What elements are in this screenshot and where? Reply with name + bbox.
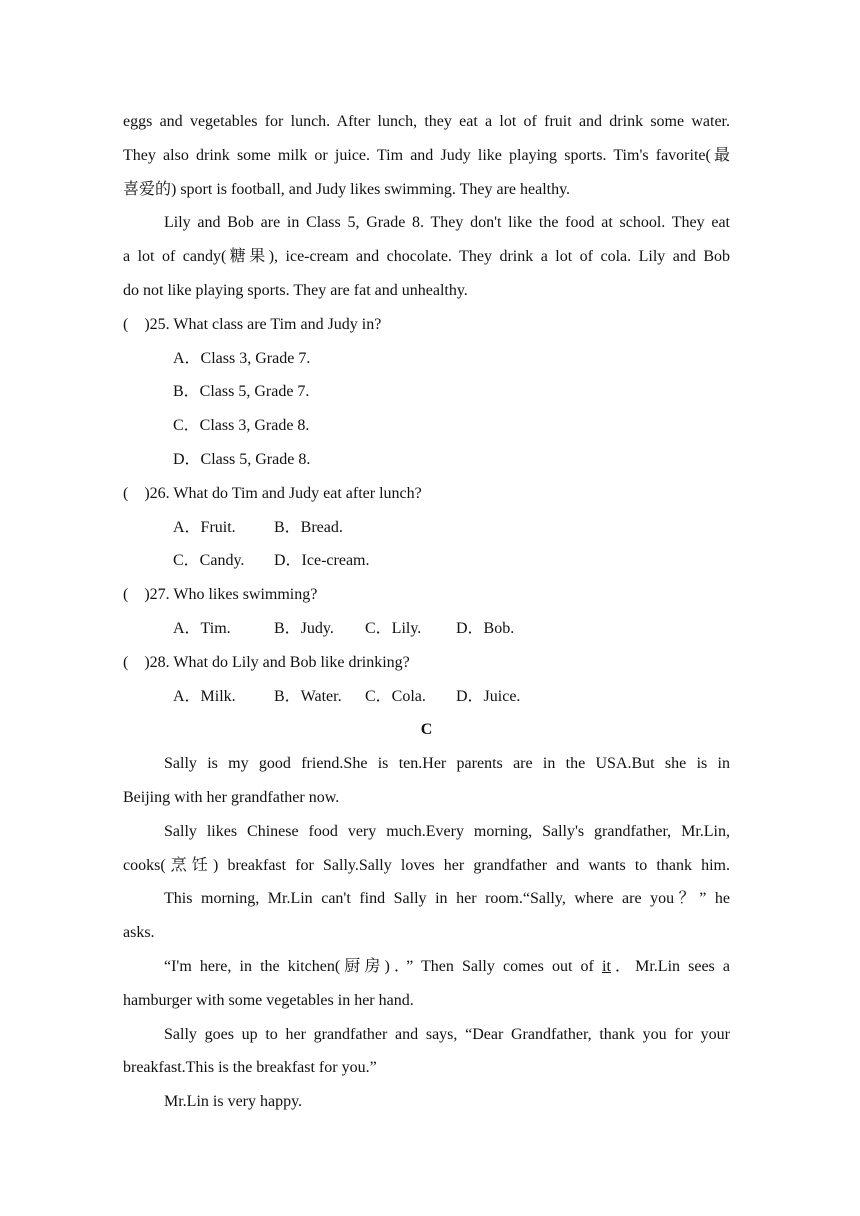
passage-line: cooks(烹饪) breakfast for Sally.Sally loves her grandfather and wants to thank him. [123,856,730,874]
option-25-a: A．Class 3, Grade 7. [173,349,311,367]
option-25-b: B．Class 5, Grade 7. [173,383,310,401]
section-heading-c: C [420,721,433,739]
passage-line: hamburger with some vegetables in her hand. [123,991,414,1009]
passage-line: 喜爱的) sport is football, and Judy likes swimming. They are healthy. [123,180,571,198]
option-26-b: B．Bread. [274,518,343,536]
option-26-d: D．Ice-cream. [274,552,370,570]
passage-line: They also drink some milk or juice. Tim and Judy like playing sports. Tim's favorite(最 [123,146,730,164]
option-27-d: D．Bob. [456,619,515,637]
passage-line: Sally goes up to her grandfather and says, “Dear Grandfather, thank you for your [164,1025,730,1043]
passage-line: asks. [123,924,155,942]
passage-text: ．Mr.Lin sees a [610,957,730,975]
document-page [123,105,730,1119]
option-26-a: A．Fruit. [173,518,236,536]
option-25-d: D．Class 5, Grade 8. [173,450,311,468]
passage-text: “I'm here, in the kitchen(厨房)．” Then Sally comes out of [164,957,594,975]
option-row [123,612,730,646]
option-28-b: B．Water. [274,687,342,705]
passage-line: eggs and vegetables for lunch. After lunch, they eat a lot of fruit and drink some water. [123,113,730,130]
option-27-b: B．Judy. [274,619,334,637]
option-27-a: A．Tim. [173,619,231,637]
passage-line [123,950,730,984]
passage-line: This morning, Mr.Lin can't find Sally in her room.“Sally, where are you？” he [164,890,730,908]
passage-line: Sally is my good friend.She is ten.Her parents are in the USA.But she is in [164,755,730,773]
option-28-a: A．Milk. [173,687,236,705]
passage-line: Beijing with her grandfather now. [123,788,340,806]
passage-line: do not like playing sports. They are fat and unhealthy. [123,281,468,299]
option-row [123,680,730,714]
option-25-c: C．Class 3, Grade 8. [173,417,310,435]
option-row [123,544,730,578]
passage-line: a lot of candy(糖果), ice-cream and chocolate. They drink a lot of cola. Lily and Bob [123,248,730,266]
option-28-c: C．Cola. [365,687,426,705]
question-stem-25: ( )25. What class are Tim and Judy in? [123,315,382,333]
option-row [123,511,730,545]
underlined-word-it: it [602,957,611,975]
question-stem-28: ( )28. What do Lily and Bob like drinking? [123,653,410,671]
passage-line: Sally likes Chinese food very much.Every morning, Sally's grandfather, Mr.Lin, [164,822,730,840]
passage-line: breakfast.This is the breakfast for you.” [123,1059,377,1077]
passage-line: Mr.Lin is very happy. [164,1093,303,1111]
option-26-c: C．Candy. [173,552,245,570]
passage-line: Lily and Bob are in Class 5, Grade 8. They don't like the food at school. They eat [164,214,730,232]
option-27-c: C．Lily. [365,619,422,637]
question-stem-26: ( )26. What do Tim and Judy eat after lunch? [123,484,422,502]
question-stem-27: ( )27. Who likes swimming? [123,586,318,604]
option-28-d: D．Juice. [456,687,521,705]
